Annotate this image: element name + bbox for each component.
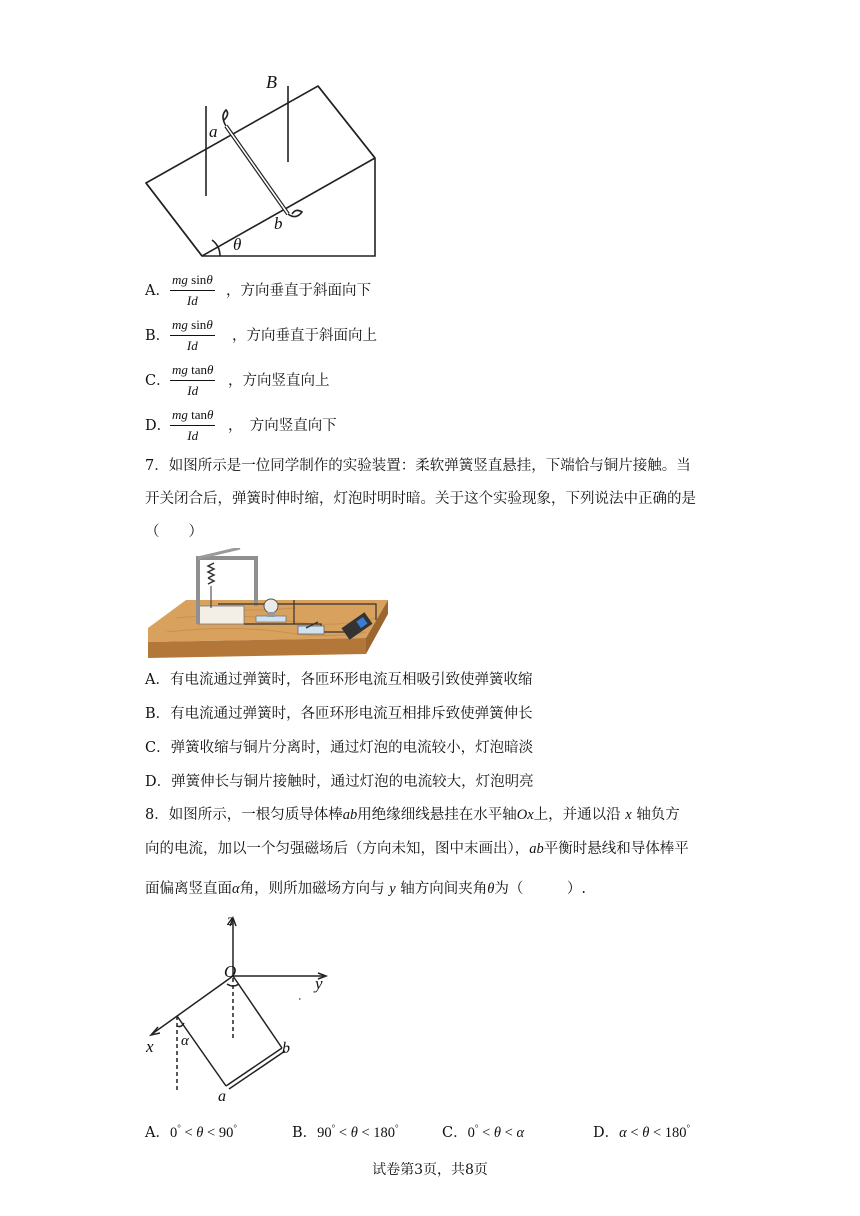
angle-alpha-label: α: [181, 1033, 189, 1049]
option-letter: C．: [145, 373, 171, 389]
rod-end-a-label: a: [218, 1088, 226, 1105]
option-text: ， 方向竖直向下: [228, 418, 337, 434]
origin-O-label: O: [224, 962, 237, 981]
q7-stem-line1: 7．如图所示是一位同学制作的实验装置：柔软弹簧竖直悬挂，下端恰与铜片接触。当: [145, 458, 691, 474]
option-math: 0° < θ < α: [467, 1123, 525, 1141]
rod-end-a-label: a: [209, 122, 218, 141]
option-math: 90° < θ < 180°: [317, 1123, 399, 1141]
q7-stem-line2: 开关闭合后，弹簧时伸时缩，灯泡时明时暗。关于这个实验现象，下列说法中正确的是: [145, 491, 696, 507]
q7-stem-line3: （ ）: [145, 524, 203, 540]
incline-figure: [140, 66, 390, 266]
rod-end-b-label: b: [282, 1040, 290, 1057]
axes-rod-figure: [140, 912, 340, 1092]
q8-stem-line1: 8．如图所示，一根匀质导体棒ab用绝缘细线悬挂在水平轴Ox上，并通以沿 x 轴负方: [145, 807, 680, 823]
q7-option-a: A．有电流通过弹簧时，各匝环形电流互相吸引致使弹簧收缩: [145, 672, 533, 688]
option-fraction: $\frac{\text{mg sinθ}}{Id}$: [172, 317, 213, 353]
q8-option-c: C．0° < θ < α: [442, 1123, 525, 1141]
option-math: α < θ < 180°: [619, 1123, 691, 1141]
q7-option-d: D．弹簧伸长与铜片接触时，通过灯泡的电流较大，灯泡明亮: [145, 774, 534, 790]
option-letter: A．: [145, 283, 170, 299]
spring-apparatus-figure: [146, 548, 388, 658]
option-fraction: $\frac{\text{mg sinθ}}{Id}$: [172, 272, 213, 308]
rod-end-b-label: b: [274, 214, 283, 233]
option-math: 0° < θ < 90°: [169, 1123, 237, 1141]
axis-y-label: y: [315, 974, 323, 993]
q8-option-b: B．90° < θ < 180°: [292, 1123, 399, 1141]
axis-z-label: z: [227, 912, 234, 929]
q7-option-c: C．弹簧收缩与铜片分离时，通过灯泡的电流较小，灯泡暗淡: [145, 740, 534, 756]
q8-option-d: D．α < θ < 180°: [593, 1123, 691, 1141]
axis-x-label: x: [146, 1037, 154, 1056]
q8-stem-line2: 向的电流，加以一个匀强磁场后（方向未知，图中末画出），ab平衡时悬线和导体棒平: [145, 841, 689, 857]
angle-theta-label: θ: [233, 235, 242, 254]
option-fraction: $\frac{\text{mg tanθ}}{Id}$: [172, 362, 214, 398]
q7-option-b: B．有电流通过弹簧时，各匝环形电流互相排斥致使弹簧伸长: [145, 706, 533, 722]
option-letter: D．: [145, 418, 172, 434]
field-label-B: B: [266, 72, 277, 92]
option-fraction: $\frac{\text{mg tanθ}}{Id}$: [172, 407, 214, 443]
page-footer: 试卷第3页，共8页: [372, 1162, 488, 1178]
q8-option-a: A．0° < θ < 90°: [145, 1123, 237, 1141]
option-text: ，方向垂直于斜面向下: [226, 283, 371, 299]
option-text: ，方向竖直向上: [228, 373, 330, 389]
q8-stem-line3: 面偏离竖直面α角，则所加磁场方向与 y 轴方向间夹角θ为（ ）.: [145, 881, 587, 897]
option-letter: B．: [145, 328, 171, 344]
option-text: ，方向垂直于斜面向上: [232, 328, 377, 344]
